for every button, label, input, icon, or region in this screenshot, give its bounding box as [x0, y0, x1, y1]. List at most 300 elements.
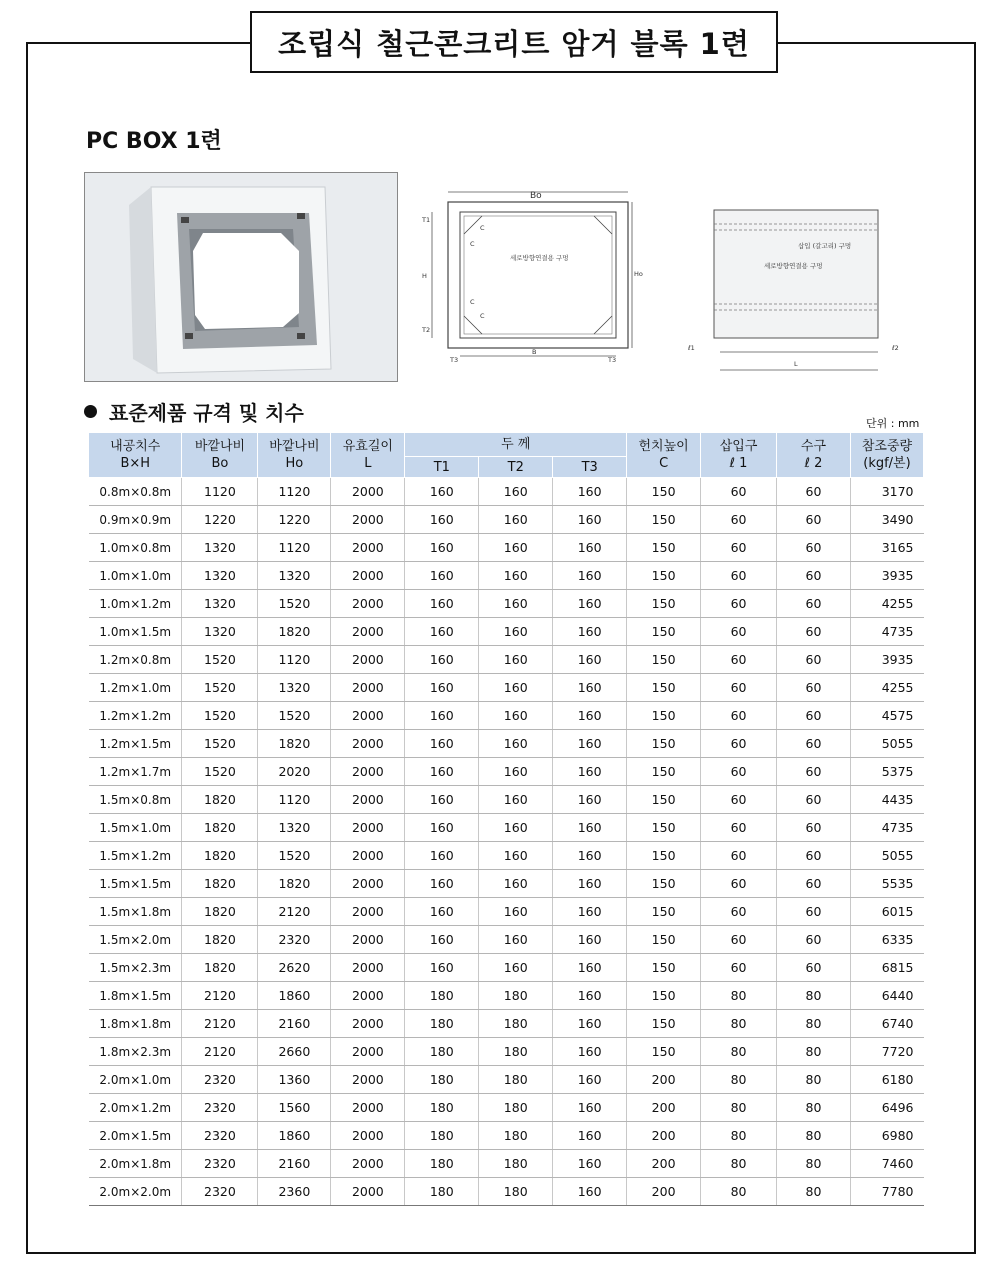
cell-insert: 60 — [701, 898, 777, 926]
cell-outer-width: 1820 — [182, 954, 258, 982]
cell-outer-height: 2320 — [258, 926, 331, 954]
cell-socket: 60 — [777, 506, 851, 534]
cell-weight: 3935 — [850, 646, 923, 674]
cell-inner-size: 2.0m×1.5m — [89, 1122, 182, 1150]
header-outer-width: 바깥나비 Bo — [182, 433, 258, 478]
cell-t2: 160 — [479, 478, 553, 506]
table-row — [89, 814, 924, 842]
cell-outer-width: 1220 — [182, 506, 258, 534]
cell-weight: 5055 — [850, 730, 923, 758]
cell-t3: 160 — [553, 1010, 627, 1038]
cell-insert: 80 — [701, 1178, 777, 1206]
cell-outer-width: 1520 — [182, 758, 258, 786]
cell-outer-height: 1120 — [258, 646, 331, 674]
table-row — [89, 562, 924, 590]
table-row — [89, 786, 924, 814]
cell-outer-width: 2320 — [182, 1122, 258, 1150]
cell-outer-height: 1120 — [258, 478, 331, 506]
cell-haunch: 150 — [627, 982, 701, 1010]
table-row — [89, 1038, 924, 1066]
cell-outer-height: 1520 — [258, 842, 331, 870]
cell-t3: 160 — [553, 562, 627, 590]
cell-insert: 80 — [701, 1066, 777, 1094]
cell-weight: 6740 — [850, 1010, 923, 1038]
label-note1: 삽입 (갈고리) 구멍 — [798, 242, 852, 250]
cell-weight: 3490 — [850, 506, 923, 534]
cell-length: 2000 — [331, 1038, 405, 1066]
cell-haunch: 150 — [627, 562, 701, 590]
cell-socket: 80 — [777, 982, 851, 1010]
cell-outer-width: 1520 — [182, 730, 258, 758]
cell-socket: 80 — [777, 1150, 851, 1178]
cell-haunch: 150 — [627, 758, 701, 786]
cell-insert: 60 — [701, 674, 777, 702]
header-insert: 삽입구 ℓ 1 — [701, 433, 777, 478]
cell-t2: 160 — [479, 506, 553, 534]
label-ho: Ho — [634, 270, 643, 278]
cell-t2: 160 — [479, 702, 553, 730]
cell-weight: 6180 — [850, 1066, 923, 1094]
cell-weight: 3165 — [850, 534, 923, 562]
cell-haunch: 200 — [627, 1122, 701, 1150]
label-l2: ℓ2 — [892, 344, 899, 352]
table-row — [89, 898, 924, 926]
cell-t2: 160 — [479, 730, 553, 758]
label-note2: 세로방향연결용 구멍 — [764, 262, 823, 270]
table-row — [89, 730, 924, 758]
spec-table-body — [89, 478, 924, 1206]
cell-weight: 6815 — [850, 954, 923, 982]
cell-socket: 80 — [777, 1038, 851, 1066]
cell-t2: 160 — [479, 618, 553, 646]
product-subtitle: PC BOX 1련 — [86, 129, 222, 154]
cell-t3: 160 — [553, 814, 627, 842]
cell-inner-size: 1.5m×1.8m — [89, 898, 182, 926]
cell-weight: 7720 — [850, 1038, 923, 1066]
cell-t1: 160 — [405, 646, 479, 674]
cell-weight: 5535 — [850, 870, 923, 898]
label-t1: T1 — [422, 216, 431, 224]
cell-t2: 160 — [479, 786, 553, 814]
cell-outer-height: 1220 — [258, 506, 331, 534]
cell-socket: 60 — [777, 898, 851, 926]
cell-inner-size: 1.2m×1.7m — [89, 758, 182, 786]
cell-inner-size: 1.2m×1.0m — [89, 674, 182, 702]
cell-outer-width: 2320 — [182, 1066, 258, 1094]
cell-length: 2000 — [331, 1010, 405, 1038]
cell-haunch: 150 — [627, 506, 701, 534]
cell-t1: 180 — [405, 1094, 479, 1122]
cell-socket: 60 — [777, 814, 851, 842]
cell-t3: 160 — [553, 1150, 627, 1178]
cell-haunch: 200 — [627, 1066, 701, 1094]
cell-haunch: 150 — [627, 814, 701, 842]
cell-weight: 4435 — [850, 786, 923, 814]
cell-insert: 80 — [701, 1010, 777, 1038]
label-c-bottom2: C — [480, 312, 485, 320]
cell-socket: 60 — [777, 674, 851, 702]
cell-outer-height: 1120 — [258, 534, 331, 562]
cell-t3: 160 — [553, 1178, 627, 1206]
cell-weight: 4575 — [850, 702, 923, 730]
cell-t1: 180 — [405, 1010, 479, 1038]
cell-t2: 180 — [479, 1150, 553, 1178]
cell-inner-size: 1.2m×0.8m — [89, 646, 182, 674]
header-thickness: 두 께 — [405, 433, 627, 457]
cell-outer-height: 2020 — [258, 758, 331, 786]
header-t1: T1 — [405, 457, 479, 478]
cell-insert: 60 — [701, 590, 777, 618]
cell-socket: 80 — [777, 1094, 851, 1122]
table-row — [89, 618, 924, 646]
cell-t2: 160 — [479, 758, 553, 786]
cell-t1: 180 — [405, 1066, 479, 1094]
cell-inner-size: 2.0m×2.0m — [89, 1178, 182, 1206]
cell-weight: 6015 — [850, 898, 923, 926]
cell-length: 2000 — [331, 506, 405, 534]
cell-t1: 160 — [405, 618, 479, 646]
cell-inner-size: 1.5m×2.3m — [89, 954, 182, 982]
cell-haunch: 150 — [627, 926, 701, 954]
header-t3: T3 — [553, 457, 627, 478]
table-row — [89, 674, 924, 702]
cell-t2: 160 — [479, 954, 553, 982]
cell-outer-height: 1520 — [258, 702, 331, 730]
cell-length: 2000 — [331, 702, 405, 730]
cell-haunch: 150 — [627, 478, 701, 506]
cell-t1: 160 — [405, 590, 479, 618]
cell-weight: 3170 — [850, 478, 923, 506]
cell-length: 2000 — [331, 1150, 405, 1178]
cell-t3: 160 — [553, 506, 627, 534]
cell-t2: 180 — [479, 1094, 553, 1122]
cell-t1: 180 — [405, 1178, 479, 1206]
cell-t1: 160 — [405, 786, 479, 814]
cell-t2: 160 — [479, 646, 553, 674]
cell-t3: 160 — [553, 842, 627, 870]
cell-t3: 160 — [553, 786, 627, 814]
cell-insert: 60 — [701, 562, 777, 590]
cell-socket: 60 — [777, 590, 851, 618]
cell-outer-width: 1520 — [182, 646, 258, 674]
cell-t3: 160 — [553, 926, 627, 954]
cell-socket: 80 — [777, 1066, 851, 1094]
cell-t3: 160 — [553, 646, 627, 674]
cell-inner-size: 1.8m×1.8m — [89, 1010, 182, 1038]
cell-t2: 160 — [479, 534, 553, 562]
cell-insert: 60 — [701, 842, 777, 870]
table-row — [89, 646, 924, 674]
table-row — [89, 842, 924, 870]
cell-t1: 160 — [405, 534, 479, 562]
cell-socket: 60 — [777, 786, 851, 814]
label-bo: Bo — [530, 191, 542, 201]
cell-outer-width: 1820 — [182, 814, 258, 842]
cell-t2: 180 — [479, 982, 553, 1010]
cell-weight: 6980 — [850, 1122, 923, 1150]
cell-haunch: 150 — [627, 954, 701, 982]
cell-socket: 60 — [777, 478, 851, 506]
cell-length: 2000 — [331, 870, 405, 898]
cell-inner-size: 0.8m×0.8m — [89, 478, 182, 506]
header-t2: T2 — [479, 457, 553, 478]
cell-haunch: 200 — [627, 1094, 701, 1122]
cell-length: 2000 — [331, 562, 405, 590]
cell-length: 2000 — [331, 898, 405, 926]
cell-t1: 160 — [405, 814, 479, 842]
cell-length: 2000 — [331, 1066, 405, 1094]
cell-outer-height: 1360 — [258, 1066, 331, 1094]
cell-t2: 180 — [479, 1178, 553, 1206]
page-title: 조립식 철근콘크리트 암거 블록 1련 — [250, 11, 778, 73]
cell-weight: 4255 — [850, 590, 923, 618]
cell-t1: 160 — [405, 926, 479, 954]
cell-insert: 60 — [701, 702, 777, 730]
cell-t3: 160 — [553, 1066, 627, 1094]
cell-outer-width: 2120 — [182, 1010, 258, 1038]
label-c-bottom: C — [470, 298, 475, 306]
cell-t2: 180 — [479, 1122, 553, 1150]
table-row — [89, 534, 924, 562]
cell-t1: 160 — [405, 842, 479, 870]
cell-t3: 160 — [553, 674, 627, 702]
cell-t3: 160 — [553, 590, 627, 618]
cell-outer-width: 1820 — [182, 926, 258, 954]
cell-t3: 160 — [553, 954, 627, 982]
cell-t1: 180 — [405, 1122, 479, 1150]
cell-haunch: 150 — [627, 898, 701, 926]
cell-t2: 160 — [479, 590, 553, 618]
cell-length: 2000 — [331, 982, 405, 1010]
cell-insert: 60 — [701, 730, 777, 758]
cell-inner-size: 1.2m×1.2m — [89, 702, 182, 730]
cell-insert: 80 — [701, 1150, 777, 1178]
cell-length: 2000 — [331, 758, 405, 786]
table-row — [89, 926, 924, 954]
table-row — [89, 1066, 924, 1094]
cell-length: 2000 — [331, 534, 405, 562]
cell-inner-size: 0.9m×0.9m — [89, 506, 182, 534]
cell-t1: 180 — [405, 1150, 479, 1178]
cell-length: 2000 — [331, 478, 405, 506]
cell-insert: 60 — [701, 758, 777, 786]
cell-outer-height: 1320 — [258, 814, 331, 842]
cell-weight: 5055 — [850, 842, 923, 870]
cell-haunch: 150 — [627, 534, 701, 562]
cell-t1: 160 — [405, 758, 479, 786]
side-section-drawing — [678, 200, 910, 382]
cell-outer-width: 2320 — [182, 1178, 258, 1206]
table-row — [89, 982, 924, 1010]
cell-t2: 160 — [479, 926, 553, 954]
cell-t2: 160 — [479, 562, 553, 590]
cell-socket: 60 — [777, 842, 851, 870]
cell-insert: 60 — [701, 814, 777, 842]
cell-weight: 7460 — [850, 1150, 923, 1178]
cell-length: 2000 — [331, 590, 405, 618]
cell-t2: 180 — [479, 1038, 553, 1066]
header-inner: 내공치수 B×H — [89, 433, 182, 478]
cell-haunch: 150 — [627, 1038, 701, 1066]
cell-socket: 60 — [777, 618, 851, 646]
cell-t3: 160 — [553, 870, 627, 898]
product-photo — [84, 172, 398, 382]
cell-t1: 180 — [405, 982, 479, 1010]
cell-inner-size: 2.0m×1.2m — [89, 1094, 182, 1122]
cell-inner-size: 1.2m×1.5m — [89, 730, 182, 758]
cell-outer-width: 1520 — [182, 674, 258, 702]
cell-t3: 160 — [553, 982, 627, 1010]
cell-length: 2000 — [331, 786, 405, 814]
label-c-top: C — [480, 224, 485, 232]
cell-t1: 180 — [405, 1038, 479, 1066]
front-section-drawing — [418, 184, 650, 370]
cell-insert: 60 — [701, 926, 777, 954]
cell-outer-width: 1520 — [182, 702, 258, 730]
cell-haunch: 150 — [627, 1010, 701, 1038]
header-socket: 수구 ℓ 2 — [777, 433, 851, 478]
cell-t3: 160 — [553, 1094, 627, 1122]
cell-outer-height: 1820 — [258, 618, 331, 646]
label-l: L — [794, 360, 798, 368]
cell-weight: 4735 — [850, 618, 923, 646]
cell-haunch: 150 — [627, 702, 701, 730]
cell-inner-size: 1.8m×2.3m — [89, 1038, 182, 1066]
cell-t1: 160 — [405, 478, 479, 506]
cell-inner-size: 2.0m×1.8m — [89, 1150, 182, 1178]
cell-insert: 60 — [701, 618, 777, 646]
cell-outer-width: 1320 — [182, 618, 258, 646]
label-note: 세로방향연결용 구멍 — [510, 254, 569, 262]
label-t3-left: T3 — [450, 356, 459, 364]
cell-socket: 60 — [777, 730, 851, 758]
cell-insert: 60 — [701, 870, 777, 898]
cell-weight: 4255 — [850, 674, 923, 702]
cell-haunch: 150 — [627, 674, 701, 702]
label-c-left: C — [470, 240, 475, 248]
cell-socket: 60 — [777, 562, 851, 590]
cell-outer-height: 2160 — [258, 1010, 331, 1038]
cell-length: 2000 — [331, 1122, 405, 1150]
cell-length: 2000 — [331, 730, 405, 758]
cell-t1: 160 — [405, 562, 479, 590]
cell-inner-size: 1.5m×1.0m — [89, 814, 182, 842]
cell-insert: 80 — [701, 1038, 777, 1066]
cell-weight: 4735 — [850, 814, 923, 842]
table-row — [89, 1122, 924, 1150]
cell-weight: 7780 — [850, 1178, 923, 1206]
table-row — [89, 702, 924, 730]
cell-outer-height: 1860 — [258, 1122, 331, 1150]
cell-insert: 80 — [701, 1122, 777, 1150]
cell-t3: 160 — [553, 618, 627, 646]
cell-inner-size: 1.5m×1.2m — [89, 842, 182, 870]
cell-t2: 160 — [479, 898, 553, 926]
cell-length: 2000 — [331, 814, 405, 842]
cell-outer-width: 1820 — [182, 842, 258, 870]
label-t2: T2 — [422, 326, 431, 334]
section-title — [84, 397, 304, 426]
cell-t3: 160 — [553, 1038, 627, 1066]
cell-t2: 180 — [479, 1010, 553, 1038]
cell-insert: 60 — [701, 506, 777, 534]
cell-socket: 60 — [777, 646, 851, 674]
cell-insert: 80 — [701, 982, 777, 1010]
cell-inner-size: 1.0m×1.2m — [89, 590, 182, 618]
cell-haunch: 150 — [627, 730, 701, 758]
cell-socket: 60 — [777, 870, 851, 898]
table-row — [89, 506, 924, 534]
cell-outer-height: 2660 — [258, 1038, 331, 1066]
label-b: B — [532, 348, 537, 356]
cell-t2: 180 — [479, 1066, 553, 1094]
cell-t3: 160 — [553, 1122, 627, 1150]
cell-t2: 160 — [479, 814, 553, 842]
cell-haunch: 150 — [627, 618, 701, 646]
table-row — [89, 478, 924, 506]
cell-socket: 80 — [777, 1178, 851, 1206]
cell-length: 2000 — [331, 674, 405, 702]
cell-socket: 80 — [777, 1122, 851, 1150]
table-row — [89, 1150, 924, 1178]
cell-socket: 60 — [777, 534, 851, 562]
cell-t3: 160 — [553, 478, 627, 506]
cell-haunch: 150 — [627, 842, 701, 870]
cell-outer-height: 2160 — [258, 1150, 331, 1178]
cell-length: 2000 — [331, 646, 405, 674]
cell-outer-height: 1520 — [258, 590, 331, 618]
cell-t3: 160 — [553, 730, 627, 758]
cell-outer-width: 1820 — [182, 786, 258, 814]
cell-inner-size: 2.0m×1.0m — [89, 1066, 182, 1094]
cell-outer-height: 1560 — [258, 1094, 331, 1122]
cell-socket: 60 — [777, 758, 851, 786]
cell-t3: 160 — [553, 898, 627, 926]
unit-label: 단위 : mm — [866, 417, 920, 430]
cell-t2: 160 — [479, 870, 553, 898]
cell-length: 2000 — [331, 926, 405, 954]
cell-haunch: 200 — [627, 1178, 701, 1206]
table-row — [89, 758, 924, 786]
bullet-icon — [84, 405, 97, 418]
cell-inner-size: 1.0m×0.8m — [89, 534, 182, 562]
cell-t1: 160 — [405, 730, 479, 758]
cell-inner-size: 1.0m×1.0m — [89, 562, 182, 590]
table-row — [89, 870, 924, 898]
cell-haunch: 200 — [627, 1150, 701, 1178]
spec-table — [89, 433, 924, 1206]
cell-outer-width: 2320 — [182, 1094, 258, 1122]
section-title-text: 표준제품 규격 및 치수 — [109, 401, 304, 425]
cell-outer-height: 1860 — [258, 982, 331, 1010]
cell-length: 2000 — [331, 842, 405, 870]
cell-t3: 160 — [553, 534, 627, 562]
label-h: H — [422, 272, 427, 280]
cell-inner-size: 1.0m×1.5m — [89, 618, 182, 646]
cell-outer-width: 1820 — [182, 898, 258, 926]
header-length: 유효길이 L — [331, 433, 405, 478]
cell-length: 2000 — [331, 954, 405, 982]
cell-insert: 80 — [701, 1094, 777, 1122]
cell-outer-width: 1320 — [182, 562, 258, 590]
cell-outer-height: 1320 — [258, 562, 331, 590]
cell-t3: 160 — [553, 702, 627, 730]
header-outer-height: 바깥나비 Ho — [258, 433, 331, 478]
cell-socket: 60 — [777, 954, 851, 982]
cell-inner-size: 1.5m×0.8m — [89, 786, 182, 814]
cell-socket: 80 — [777, 1010, 851, 1038]
cell-insert: 60 — [701, 954, 777, 982]
